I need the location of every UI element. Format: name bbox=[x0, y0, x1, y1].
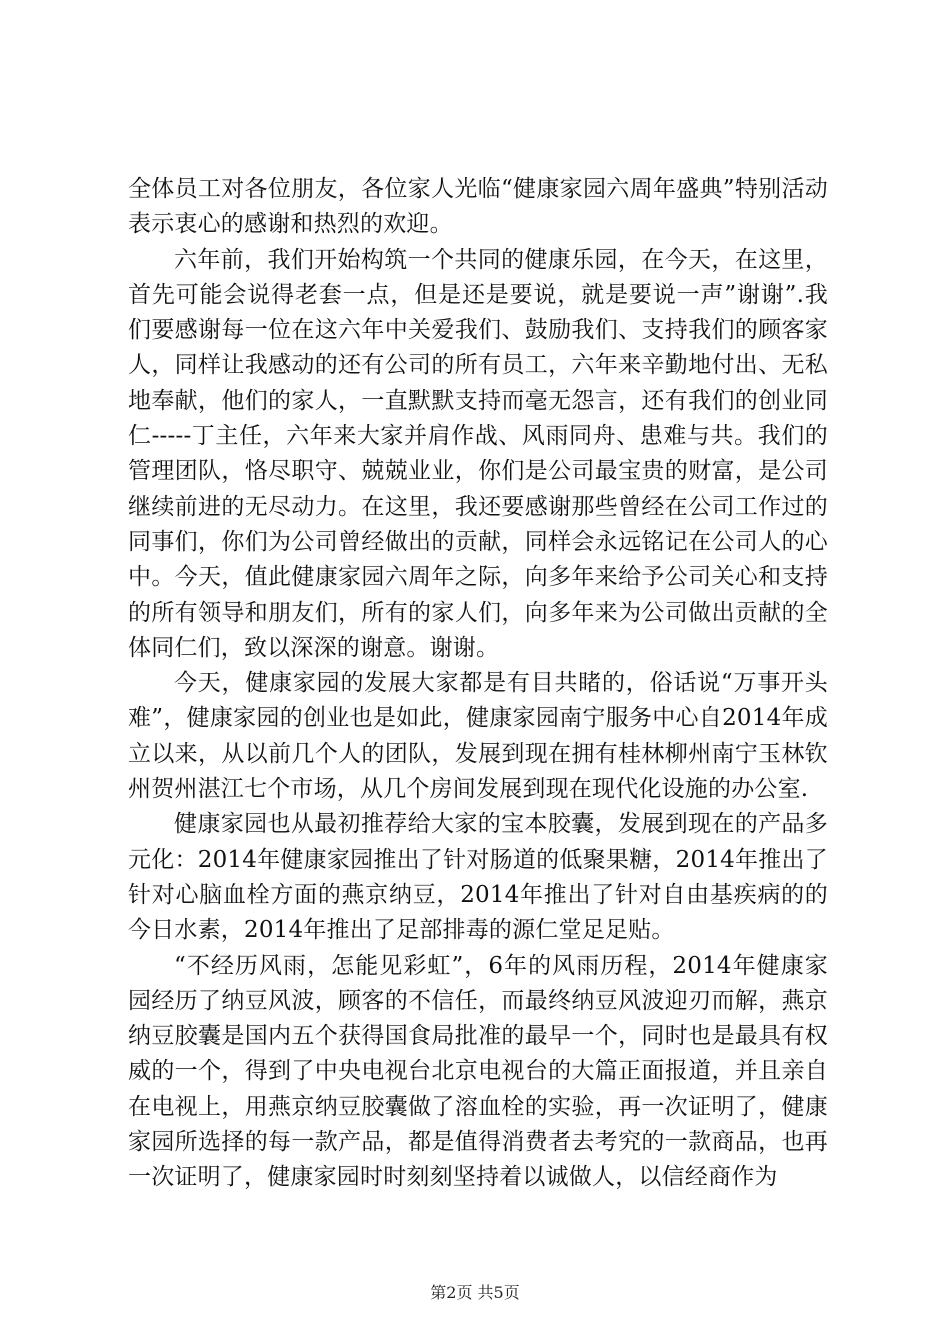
document-body bbox=[128, 172, 828, 1196]
paragraph-2: 六年前，我们开始构筑一个共同的健康乐园，在今天，在这里，首先可能会说得老套一点，但是还是要说，就是要说一声”谢谢”.我们要感谢每一位在这六年中关爱我们、鼓励我们、支持我们的顾客家人，同样让我感动的还有公司的所有员工，六年来辛勤地付出、无私地奉献，他们的家人，一直默默支持而毫无怨言，还有我们的创业同仁-----丁主任，六年来大家并肩作战、风雨同舟、患难与共。我们的管理团队，恪尽职守、兢兢业业，你们是公司最宝贵的财富，是公司继续前进的无尽动力。在这里，我还要感谢那些曾经在公司工作过的同事们，你们为公司曾经做出的贡献，同样会永远铭记在公司人的心中。今天，值此健康家园六周年之际，向多年来给予公司关心和支持的所有领导和朋友们，所有的家人们，向多年来为公司做出贡献的全体同仁们，致以深深的谢意。谢谢。 bbox=[128, 246, 828, 661]
paragraph-3: 今天，健康家园的发展大家都是有目共睹的，俗话说“万事开头难”，健康家园的创业也是如此，健康家园南宁服务中心自2014年成立以来，从以前几个人的团队，发展到现在拥有桂林柳州南宁玉林钦州贺州湛江七个市场，从几个房间发展到现在现代化设施的办公室. bbox=[128, 670, 828, 803]
page-number-footer: 第2页 共5页 bbox=[430, 1283, 520, 1302]
paragraph-5: “不经历风雨，怎能见彩虹”，6年的风雨历程，2014年健康家园经历了纳豆风波，顾客的不信任，而最终纳豆风波迎刃而解，燕京纳豆胶囊是国内五个获得国食局批准的最早一个，同时也是最具有权威的一个，得到了中央电视台北京电视台的大篇正面报道，并且亲自在电视上，用燕京纳豆胶囊做了溶血栓的实验，再一次证明了，健康家园所选择的每一款产品，都是值得消费者去考究的一款商品，也再一次证明了，健康家园时时刻刻坚持着以诚做人，以信经商作为 bbox=[128, 952, 828, 1191]
paragraph-4: 健康家园也从最初推荐给大家的宝本胶囊，发展到现在的产品多元化：2014年健康家园推出了针对肠道的低聚果糖，2014年推出了针对心脑血栓方面的燕京纳豆，2014年推出了针对自由基疾病的的今日水素，2014年推出了足部排毒的源仁堂足足贴。 bbox=[128, 811, 828, 944]
paragraph-1: 全体员工对各位朋友，各位家人光临“健康家园六周年盛典”特别活动表示衷心的感谢和热烈的欢迎。 bbox=[128, 176, 828, 238]
